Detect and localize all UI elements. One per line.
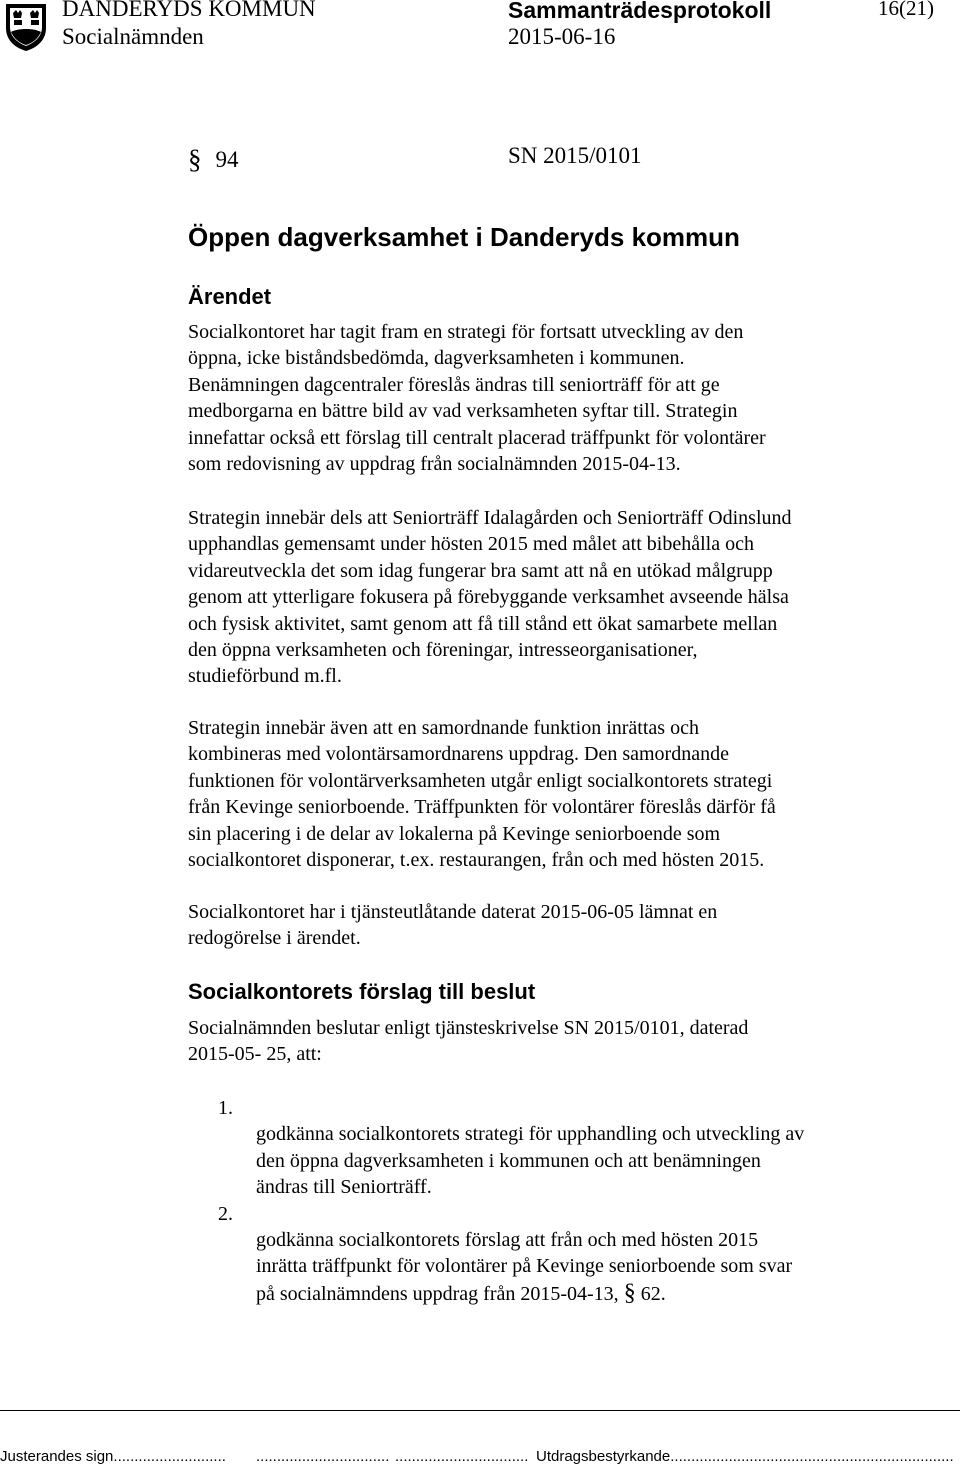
meeting-date: 2015-06-16 bbox=[508, 24, 616, 49]
footer-divider bbox=[0, 1410, 960, 1411]
list-item-number: 1. bbox=[218, 1097, 233, 1119]
coat-of-arms-icon bbox=[4, 2, 48, 52]
paragraph-number: 94 bbox=[215, 147, 239, 172]
list-item-text-end: 62. bbox=[635, 1282, 666, 1305]
proposal-intro: Socialnämnden beslutar enligt tjänsteskrivelse SN 2015/0101, daterad 2015-05- 25, att: bbox=[188, 1017, 749, 1066]
list-item bbox=[218, 1095, 898, 1201]
arendet-paragraph: Socialkontoret har tagit fram en strategi för fortsatt utveckling av den öppna, icke biståndsbedömda, dagverksamheten i kommunen. Benämningen dagcentraler föreslås ändras till seniorträff för att ge medborgarna en bättre bild av vad verksamheten syftar till. Strategin innefattar också ett förslag till centralt placerad träffpunkt för volontärer som redovisning av uppdrag från socialnämnden 2015-04-13. bbox=[188, 321, 766, 476]
page-title: Öppen dagverksamhet i Danderyds kommun bbox=[188, 222, 740, 252]
arendet-paragraph: Socialkontoret har i tjänsteutlåtande daterat 2015-06-05 lämnat en redogörelse i ärendet. bbox=[188, 901, 718, 950]
list-item-text: godkänna socialkontorets förslag att från och med hösten 2015 inrätta träffpunkt för volontärer på Kevinge seniorboende som svar på socialnämndens uppdrag från 2015-04-13, bbox=[256, 1229, 793, 1305]
case-number: SN 2015/0101 bbox=[508, 143, 642, 168]
footer-signature-dots: ................................ bbox=[395, 1448, 529, 1465]
decision-list bbox=[218, 1095, 898, 1307]
department-name: Socialnämnden bbox=[62, 24, 204, 49]
paragraph-reference bbox=[188, 143, 239, 174]
arendet-paragraph: Strategin innebär dels att Seniorträff Idalagården och Seniorträff Odinslund upphandlas gemensamt under hösten 2015 med målet att bibehålla och vidareutveckla det som idag fungerar bra samt att nå en utökad målgrupp genom att ytterligare fokusera på förebyggande verksamhet avseende hälsa och fysisk aktivitet, samt genom att få till stånd ett ökat samarbete mellan den öppna verksamheten och föreningar, intresseorganisationer, studieförbund m.fl. bbox=[188, 507, 792, 688]
paragraph-symbol: § bbox=[623, 1279, 636, 1306]
arendet-heading: Ärendet bbox=[188, 284, 272, 309]
document-type: Sammanträdesprotokoll bbox=[508, 0, 772, 23]
list-item bbox=[218, 1201, 898, 1308]
footer-signature-dots: ................................ bbox=[256, 1448, 390, 1465]
paragraph-symbol: § bbox=[188, 144, 202, 174]
arendet-paragraph: Strategin innebär även att en samordnande funktion inrättas och kombineras med volontärsamordnarens uppdrag. Den samordnande funktionen för volontärverksamheten utgår enligt socialkontorets strategi från Kevinge seniorboende. Träffpunkten för volontärer föreslås därför få sin placering i de delar av lokalerna på Kevinge seniorboende som socialkontoret disponerar, t.ex. restaurangen, från och med hösten 2015. bbox=[188, 717, 776, 872]
page-number: 16(21) bbox=[878, 0, 934, 20]
list-item-number: 2. bbox=[218, 1202, 233, 1225]
list-item-text: godkänna socialkontorets strategi för upphandling och utveckling av den öppna dagverksamheten i kommunen och att benämningen ändras till Seniorträff. bbox=[256, 1123, 805, 1199]
proposal-heading: Socialkontorets förslag till beslut bbox=[188, 979, 536, 1004]
footer-utdragsbestyrkande: Utdragsbestyrkande.................................................................... bbox=[536, 1448, 954, 1465]
organization-name: DANDERYDS KOMMUN bbox=[62, 0, 316, 21]
footer-justerandes-sign: Justerandes sign........................... bbox=[0, 1448, 226, 1465]
